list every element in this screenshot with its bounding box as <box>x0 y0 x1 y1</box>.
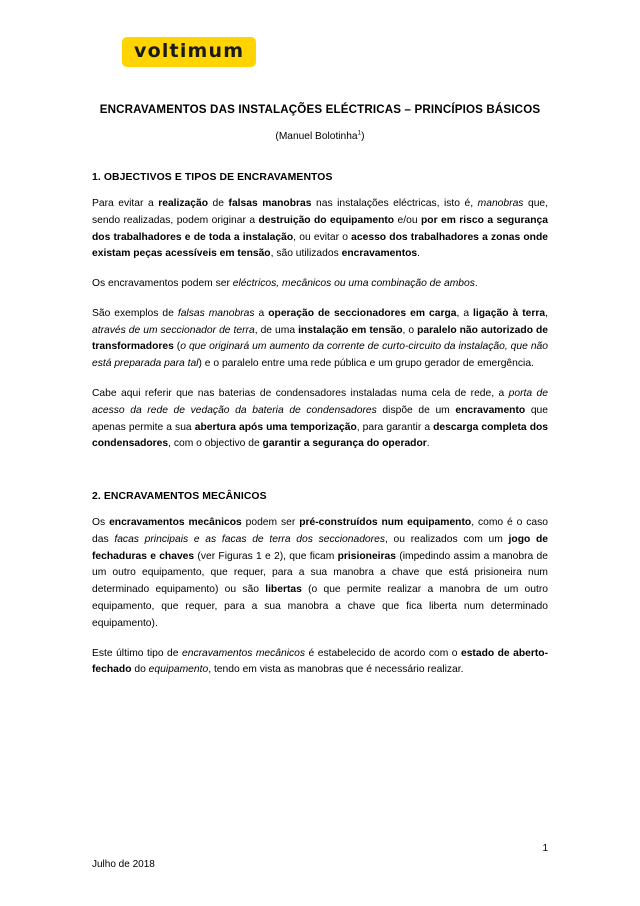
footer-date: Julho de 2018 <box>92 859 155 870</box>
section-heading-1: 1. OBJECTIVOS E TIPOS DE ENCRAVAMENTOS <box>92 171 333 183</box>
paragraph-6: Este último tipo de encravamentos mecânicos é estabelecido de acordo com o estado de aberto-fechado do equipamento, tendo em vista as manobras que é necessário realizar. <box>92 647 548 676</box>
paragraph-3: São exemplos de falsas manobras a operação de seccionadores em carga, a ligação à terra, através de um seccionador de terra, de uma instalação em tensão, o paralelo não autorizado de transformadores (o que originará um aumento da corrente de curto-circuito da instalação, que não está preparada para tal) e o paralelo entre uma rede pública e um grupo gerador de emergência. <box>92 307 549 370</box>
section-heading-2: 2. ENCRAVAMENTOS MECÂNICOS <box>92 491 267 503</box>
logo-text: voltimum <box>134 40 245 62</box>
author-open-paren-name: (Manuel Bolotinha <box>275 130 358 142</box>
author-footnote-marker: 1 <box>357 129 362 137</box>
paragraph-4: Cabe aqui referir que nas baterias de condensadores instaladas numa cela de rede, a porta de acesso da rede de vedação da bateria de condensadores dispõe de um encravamento que apenas permite a sua abertura após uma temporização, para garantir a descarga completa dos condensadores, com o objectivo de garantir a segurança do operador. <box>92 388 548 450</box>
paragraph-1: Para evitar a realização de falsas manobras nas instalações eléctricas, isto é, manobras que, sendo realizadas, podem originar a destruição do equipamento e/ou por em risco a segurança dos trabalhadores e de toda a instalação, ou evitar o acesso dos trabalhadores a zonas onde existam peças acessíveis em tensão, são utilizados encravamentos. <box>92 197 549 260</box>
document-content <box>92 0 548 679</box>
paragraph-2: Os encravamentos podem ser eléctricos, mecânicos ou uma combinação de ambos. <box>92 278 478 290</box>
document-author <box>92 119 548 142</box>
paragraph-5: Os encravamentos mecânicos podem ser pré-construídos num equipamento, como é o caso das facas principais e as facas de terra dos seccionadores, ou realizados com um jogo de fechaduras e chaves (ver Figuras 1 e 2), que ficam prisioneiras (impedindo assim a manobra de um outro equipamento, que requer, para a sua manobra a chave que está prisioneira num determinado equipamento) ou são libertas (o que permite realizar a manobra de um outro equipamento, que requer, para a sua manobra a chave que fica liberta num determinado equipamento). <box>92 517 549 629</box>
page-number: 1 <box>542 843 548 854</box>
author-close-paren: ) <box>361 130 365 142</box>
document-title: ENCRAVAMENTOS DAS INSTALAÇÕES ELÉCTRICAS – PRINCÍPIOS BÁSICOS <box>99 103 541 116</box>
